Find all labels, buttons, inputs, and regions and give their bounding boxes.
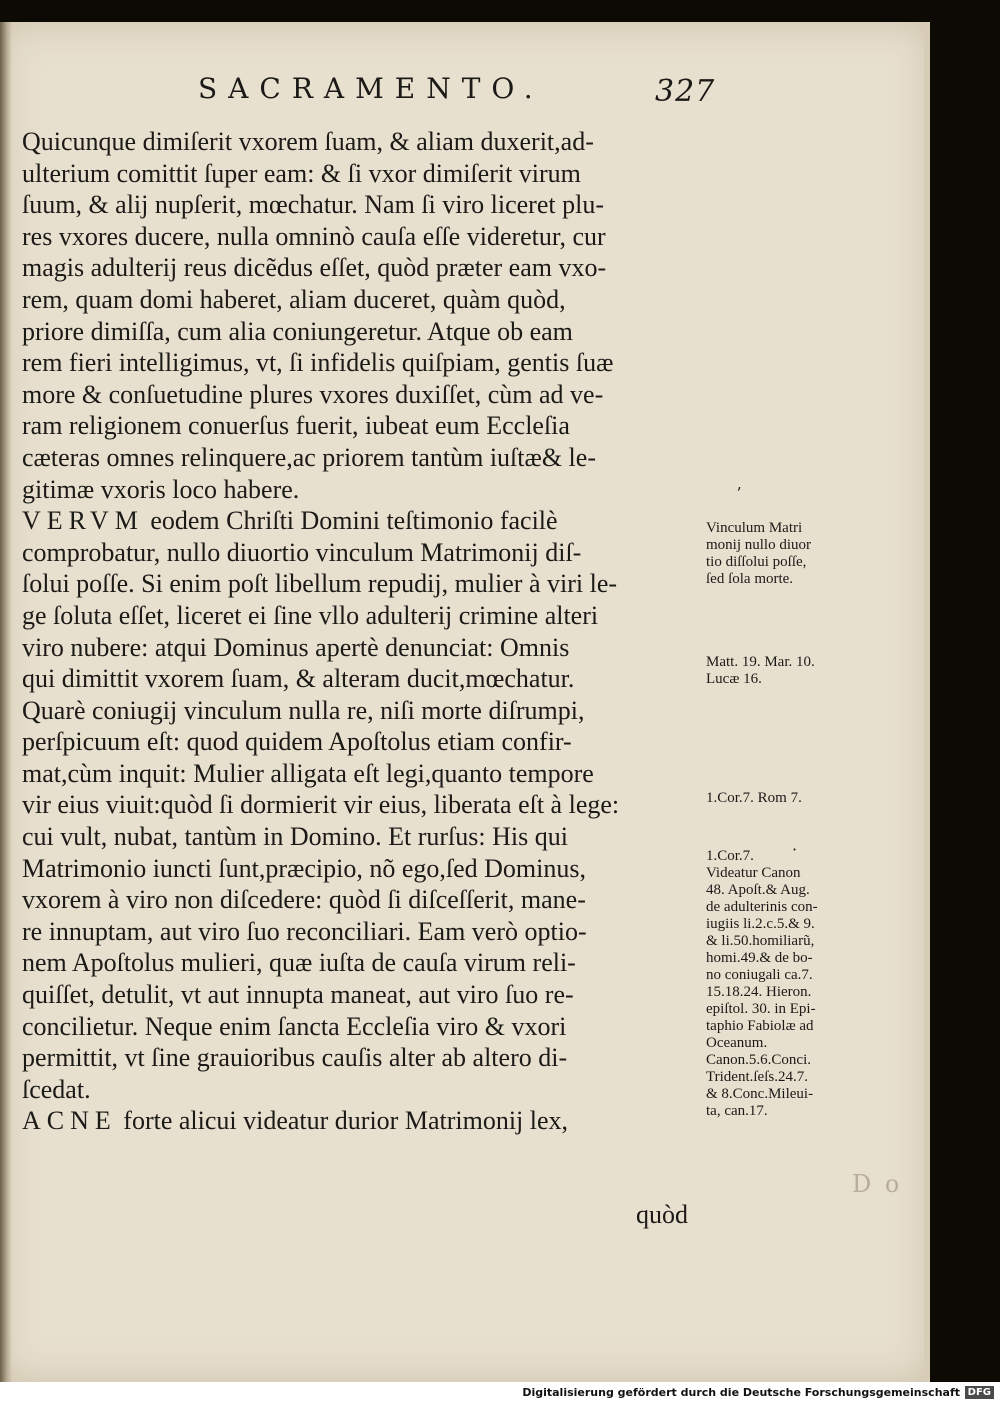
text-line: ſolui poſſe. Si enim poſt libellum repudij, mulier à viri le-: [22, 569, 618, 599]
text-line: rem fieri intelligimus, vt, ſi infidelis quiſpiam, gentis ſuæ: [22, 348, 614, 378]
catchword: quòd: [636, 1200, 688, 1229]
margin-note-line: Videatur Canon: [706, 865, 801, 881]
margin-note-line: de adulterinis con-: [706, 899, 818, 915]
margin-note-line: iugiis li.2.c.5.& 9.: [706, 916, 815, 932]
text-line: comprobatur, nullo diuortio vinculum Matrimonij diſ-: [22, 537, 582, 567]
margin-note-line: Lucæ 16.: [706, 671, 762, 687]
text-line: ACNE forte alicui videatur durior Matrimonij lex,: [22, 1106, 569, 1136]
margin-note-line: & li.50.homiliarũ,: [706, 933, 815, 949]
margin-note-line: tio diſſolui poſſe,: [706, 554, 807, 570]
text-line: ge ſoluta eſſet, liceret ei ſine vllo adulterij crimine alteri: [22, 600, 599, 630]
margin-note: [706, 520, 811, 588]
text-line: viro nubere: atqui Dominus apertè denunciat: Omnis: [22, 632, 570, 662]
margin-note-line: Trident.ſeſs.24.7.: [706, 1069, 808, 1085]
margin-note-line: monij nullo diuor: [706, 537, 811, 553]
text-line: VERVM eodem Chriſti Domini teſtimonio facilè: [22, 506, 558, 536]
margin-note: [706, 790, 802, 807]
text-line: more & conſuetudine plures vxores duxiſſet, cùm ad ve-: [22, 379, 604, 409]
margin-note-line: 1.Cor.7. Rom 7.: [706, 790, 802, 806]
margin-note: [706, 848, 818, 1120]
text-line: ſuum, & alij nupſerit, mœchatur. Nam ſi viro liceret plu-: [22, 190, 604, 220]
text-line: qui dimittit vxorem ſuam, & alteram ducit,mœchatur.: [22, 664, 575, 694]
margin-note-line: ta, can.17.: [706, 1103, 768, 1119]
book-page: [0, 22, 930, 1382]
text-line: Quarè coniugij vinculum nulla re, niſi morte diſrumpi,: [22, 695, 585, 725]
margin-note-line: taphio Fabiolæ ad: [706, 1018, 814, 1034]
text-line: ulterium comittit ſuper eam: & ſi vxor dimiſerit virum: [22, 158, 581, 188]
footer-bar: [0, 1382, 1000, 1404]
dfg-logo: DFG: [965, 1386, 994, 1399]
text-line: vir eius viuit:quòd ſi dormierit vir eius, liberata eſt à lege:: [22, 790, 620, 820]
margin-note-line: no coniugali ca.7.: [706, 967, 813, 983]
text-line: nem Apoſtolus mulieri, quæ iuſta de cauſa virum reli-: [22, 948, 576, 978]
margin-note-line: & 8.Conc.Mileui-: [706, 1086, 814, 1102]
running-head: SACRAMENTO.: [198, 72, 544, 105]
text-line: Quicunque dimiſerit vxorem ſuam, & aliam duxerit,ad-: [22, 127, 594, 156]
margin-note-line: Matt. 19. Mar. 10.: [706, 654, 815, 670]
text-line: quiſſet, detulit, vt aut innupta maneat, aut viro ſuo re-: [22, 980, 574, 1010]
text-line: cui vult, nubat, tantùm in Domino. Et rurſus: His qui: [22, 822, 568, 852]
text-line: ſcedat.: [22, 1074, 91, 1104]
text-line: cæteras omnes relinquere,ac priorem tantùm iuſtæ& le-: [22, 442, 596, 472]
text-line: priore dimiſſa, cum alia coniungeretur. Atque ob eam: [22, 316, 573, 346]
text-line: gitimæ vxoris loco habere.: [22, 474, 300, 504]
margin-note-line: 1.Cor.7.: [706, 848, 754, 864]
text-line: re innuptam, aut viro ſuo reconciliari. Eam verò optio-: [22, 916, 587, 946]
margin-mark: ʼ: [736, 484, 742, 503]
text-line: rem, quam domi haberet, aliam duceret, quàm quòd,: [22, 284, 566, 314]
margin-note-line: 48. Apoſt.& Aug.: [706, 882, 810, 898]
text-line: magis adulterij reus dicẽdus eſſet, quòd præter eam vxo-: [22, 253, 607, 283]
text-line: vxorem à viro non diſcedere: quòd ſi diſceſſerit, mane-: [22, 885, 586, 915]
margin-note-line: Canon.5.6.Conci.: [706, 1052, 811, 1068]
bleed-through-text: D o: [852, 1170, 903, 1198]
margin-note-line: Oceanum.: [706, 1035, 768, 1051]
text-line: concilietur. Neque enim ſancta Eccleſia viro & vxori: [22, 1011, 567, 1041]
text-line: Matrimonio iuncti ſunt,præcipio, nõ ego,ſed Dominus,: [22, 853, 587, 883]
text-line: perſpicuum eſt: quod quidem Apoſtolus etiam confir-: [22, 727, 572, 757]
margin-note-line: homi.49.& de bo-: [706, 950, 813, 966]
body-text: [22, 126, 702, 1137]
text-line: mat,cùm inquit: Mulier alligata eſt legi,quanto tempore: [22, 758, 594, 788]
text-line: permittit, vt ſine grauioribus cauſis alter ab altero di-: [22, 1043, 568, 1073]
text-line: ram religionem conuerſus fuerit, iubeat eum Eccleſia: [22, 411, 570, 441]
footer-credit: Digitalisierung gefördert durch die Deutsche Forschungsgemeinschaft: [522, 1386, 960, 1399]
margin-note-line: epiſtol. 30. in Epi-: [706, 1001, 816, 1017]
text-line: res vxores ducere, nulla omninò cauſa eſſe videretur, cur: [22, 221, 606, 251]
margin-note-line: Vinculum Matri: [706, 520, 803, 536]
margin-note-line: 15.18.24. Hieron.: [706, 984, 812, 1000]
page-number: 327: [655, 74, 716, 109]
margin-note-line: ſed ſola morte.: [706, 571, 794, 587]
margin-note: [706, 654, 815, 688]
margin-mark: ·: [792, 840, 798, 859]
